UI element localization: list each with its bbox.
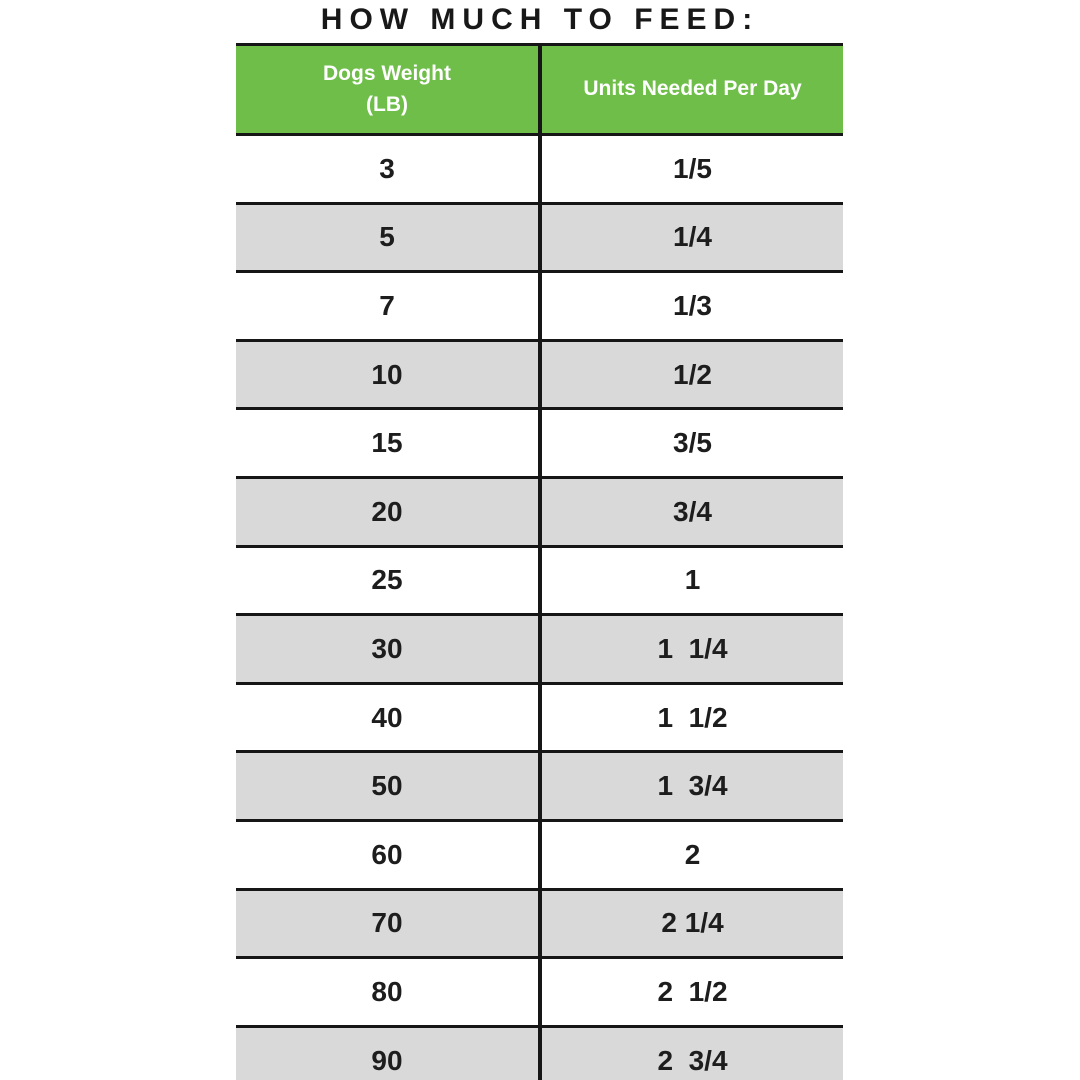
weight-cell: 70 — [236, 891, 542, 957]
units-cell: 1/4 — [673, 221, 712, 253]
header-dogs-weight-line1: Dogs Weight — [323, 62, 451, 86]
units-cell: 2 — [684, 838, 701, 870]
header-dogs-weight-line2: (LB) — [366, 92, 408, 116]
header-cell-dogs-weight — [236, 46, 542, 133]
weight-cell: 40 — [236, 685, 542, 751]
units-cell: 1 1/2 — [657, 701, 728, 733]
table-row — [236, 136, 843, 205]
table-row — [236, 548, 843, 617]
weight-cell: 7 — [236, 273, 542, 339]
table-row — [236, 342, 843, 411]
table-row — [236, 822, 843, 891]
table-row — [236, 410, 843, 479]
weight-cell: 10 — [236, 342, 542, 408]
table-header-row — [236, 46, 843, 136]
table-row — [236, 685, 843, 754]
units-cell: 1/3 — [673, 289, 712, 321]
units-cell: 3/5 — [673, 427, 712, 459]
units-cell: 2 1/4 — [661, 907, 724, 939]
units-cell: 1/2 — [673, 358, 712, 390]
feeding-table — [236, 43, 843, 1080]
table-row — [236, 273, 843, 342]
table-row — [236, 479, 843, 548]
weight-cell: 60 — [236, 822, 542, 888]
weight-cell: 50 — [236, 753, 542, 819]
units-cell: 1 — [684, 564, 701, 596]
table-row — [236, 753, 843, 822]
units-cell: 3/4 — [673, 495, 712, 527]
table-row — [236, 959, 843, 1028]
weight-cell: 15 — [236, 410, 542, 476]
header-units-label: Units Needed Per Day — [583, 77, 802, 101]
weight-cell: 20 — [236, 479, 542, 545]
weight-cell: 30 — [236, 616, 542, 682]
units-cell: 2 1/2 — [657, 975, 728, 1007]
table-row — [236, 891, 843, 960]
table-row — [236, 1028, 843, 1080]
weight-cell: 5 — [236, 205, 542, 271]
weight-cell: 25 — [236, 548, 542, 614]
units-cell: 1 3/4 — [657, 770, 728, 802]
page-title: HOW MUCH TO FEED: — [320, 3, 760, 36]
weight-cell: 80 — [236, 959, 542, 1025]
weight-cell: 3 — [236, 136, 542, 202]
table-body — [236, 136, 843, 1080]
table-row — [236, 205, 843, 274]
units-cell: 1 1/4 — [657, 632, 728, 664]
units-cell: 2 3/4 — [657, 1044, 728, 1076]
header-cell-units-per-day — [542, 46, 843, 133]
units-cell: 1/5 — [673, 152, 712, 184]
table-row — [236, 616, 843, 685]
weight-cell: 90 — [236, 1028, 542, 1080]
